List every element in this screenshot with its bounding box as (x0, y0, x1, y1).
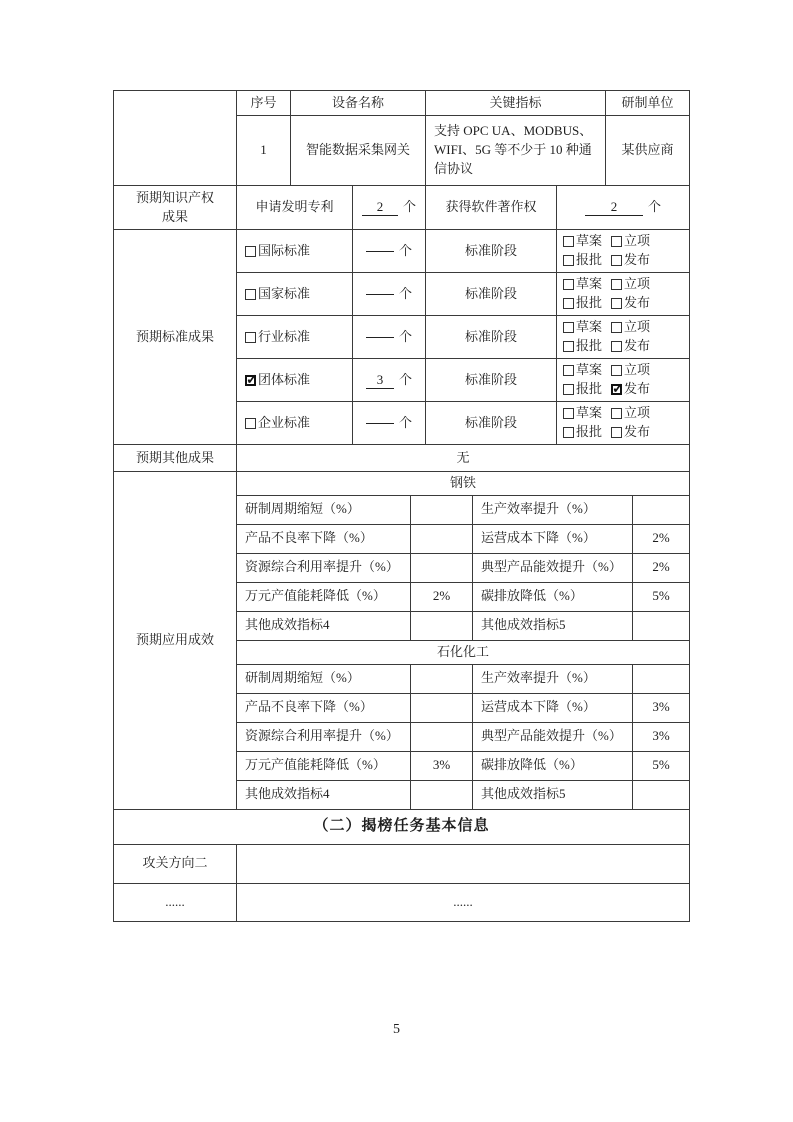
col-header-device-name: 设备名称 (291, 91, 426, 116)
standard-checkbox[interactable] (245, 332, 256, 343)
stage-options-cell (557, 273, 689, 316)
software-count-cell (557, 186, 689, 230)
stage-submission-label: 报批 (576, 424, 603, 439)
patent-unit: 个 (402, 199, 416, 215)
effect-metric: 运营成本下降（%） (473, 694, 633, 723)
standard-row-national (237, 273, 689, 316)
equipment-seq: 1 (237, 116, 291, 186)
standards-label: 预期标准成果 (114, 230, 237, 445)
effect-value: 2% (633, 525, 689, 554)
effect-value: 3% (411, 752, 473, 781)
effect-row (237, 554, 689, 583)
effect-row (237, 612, 689, 641)
effect-metric: 其他成效指标4 (237, 612, 411, 641)
effect-metric: 碳排放降低（%） (473, 752, 633, 781)
ellipsis-value: ...... (453, 893, 473, 909)
software-count-blank[interactable]: 2 (585, 199, 643, 216)
stage-submission-checkbox[interactable] (563, 427, 574, 438)
effect-metric: 资源综合利用率提升（%） (237, 554, 411, 583)
standard-row-enterprise (237, 402, 689, 445)
effect-row (237, 781, 689, 810)
standard-name: 国家标准 (258, 285, 311, 301)
stage-approval-checkbox[interactable] (611, 279, 622, 290)
effect-metric: 其他成效指标5 (473, 612, 633, 641)
count-unit: 个 (398, 371, 412, 387)
stage-approval-checkbox[interactable] (611, 322, 622, 333)
standard-row-international (237, 230, 689, 273)
effect-metric: 产品不良率下降（%） (237, 694, 411, 723)
stage-approval-label: 立项 (624, 233, 651, 249)
effects-section (114, 472, 689, 810)
direction-row (114, 845, 689, 884)
equipment-developer: 某供应商 (606, 116, 689, 186)
effects-label: 预期应用成效 (114, 472, 237, 810)
effect-row (237, 496, 689, 525)
standard-name: 团体标准 (258, 371, 311, 387)
stage-publish-label: 发布 (624, 424, 651, 439)
stage-submission-label: 报批 (576, 252, 603, 267)
stage-approval-label: 立项 (624, 276, 651, 292)
standard-count-cell (353, 230, 426, 273)
effect-value: 3% (633, 694, 689, 723)
stage-publish-checkbox[interactable] (611, 384, 622, 395)
stage-publish-label: 发布 (624, 295, 651, 310)
standard-count-blank[interactable] (366, 337, 394, 338)
stage-draft-label: 草案 (576, 405, 603, 421)
stage-draft-label: 草案 (576, 362, 603, 378)
effect-row (237, 723, 689, 752)
stage-approval-checkbox[interactable] (611, 408, 622, 419)
stage-label: 标准阶段 (426, 359, 557, 402)
stage-approval-checkbox[interactable] (611, 236, 622, 247)
standard-name: 国际标准 (258, 242, 311, 258)
effect-value (411, 694, 473, 723)
col-header-developer: 研制单位 (606, 91, 689, 116)
direction-label: 攻关方向二 (114, 845, 237, 884)
patent-count-blank[interactable]: 2 (362, 199, 398, 216)
effect-metric: 万元产值能耗降低（%） (237, 583, 411, 612)
page-number: 5 (393, 1022, 400, 1037)
standard-count-blank[interactable] (366, 423, 394, 424)
stage-approval-label: 立项 (624, 319, 651, 335)
effect-metric: 其他成效指标5 (473, 781, 633, 810)
stage-label: 标准阶段 (426, 230, 557, 273)
stage-draft-checkbox[interactable] (563, 365, 574, 376)
effect-metric: 产品不良率下降（%） (237, 525, 411, 554)
effect-metric: 生产效率提升（%） (473, 665, 633, 694)
ip-outcomes-label: 预期知识产权成果 (114, 186, 237, 230)
standard-row-group (237, 359, 689, 402)
direction-value (237, 845, 689, 884)
other-outcomes-value: 无 (237, 445, 689, 472)
effect-value: 2% (633, 554, 689, 583)
col-header-key-metric: 关键指标 (426, 91, 606, 116)
stage-options-cell (557, 230, 689, 273)
standard-count-blank[interactable]: 3 (366, 372, 394, 389)
other-outcomes-label: 预期其他成果 (114, 445, 237, 472)
effect-value (411, 723, 473, 752)
standard-count-cell (353, 402, 426, 445)
ellipsis-row (114, 884, 689, 921)
equipment-name: 智能数据采集网关 (291, 116, 426, 186)
effect-value (411, 612, 473, 641)
count-unit: 个 (398, 414, 412, 430)
count-unit: 个 (398, 242, 412, 258)
patent-count-cell (353, 186, 426, 230)
count-unit: 个 (398, 328, 412, 344)
stage-approval-checkbox[interactable] (611, 365, 622, 376)
stage-publish-label: 发布 (624, 381, 651, 396)
effect-metric: 万元产值能耗降低（%） (237, 752, 411, 781)
stage-label: 标准阶段 (426, 316, 557, 359)
ip-outcomes-row (114, 186, 689, 230)
col-header-seq: 序号 (237, 91, 291, 116)
other-outcomes-row (114, 445, 689, 472)
standard-name: 企业标准 (258, 414, 311, 430)
effect-value (633, 781, 689, 810)
stage-draft-label: 草案 (576, 319, 603, 335)
stage-submission-checkbox[interactable] (563, 298, 574, 309)
empty-row-label-cell (114, 91, 237, 186)
effect-row (237, 583, 689, 612)
stage-publish-label: 发布 (624, 252, 651, 267)
standard-count-cell (353, 316, 426, 359)
effect-row (237, 694, 689, 723)
effect-value: 5% (633, 752, 689, 781)
stage-draft-checkbox[interactable] (563, 236, 574, 247)
standard-name-cell (237, 230, 353, 273)
sector-header-steel (237, 472, 689, 496)
effect-metric: 其他成效指标4 (237, 781, 411, 810)
stage-submission-checkbox[interactable] (563, 341, 574, 352)
standard-checkbox[interactable] (245, 246, 256, 257)
effect-metric: 资源综合利用率提升（%） (237, 723, 411, 752)
ellipsis-label: ...... (114, 884, 237, 921)
effect-value (411, 525, 473, 554)
effect-metric: 典型产品能效提升（%） (473, 554, 633, 583)
stage-publish-checkbox[interactable] (611, 298, 622, 309)
effect-value: 2% (411, 583, 473, 612)
standard-count-blank[interactable] (366, 251, 394, 252)
standard-checkbox[interactable] (245, 289, 256, 300)
effect-value: 3% (633, 723, 689, 752)
equipment-section (114, 91, 689, 186)
standard-name-cell (237, 359, 353, 402)
stage-publish-checkbox[interactable] (611, 341, 622, 352)
effect-value (411, 496, 473, 525)
stage-draft-checkbox[interactable] (563, 279, 574, 290)
stage-approval-label: 立项 (624, 362, 651, 378)
stage-draft-checkbox[interactable] (563, 408, 574, 419)
effect-row (237, 525, 689, 554)
stage-draft-label: 草案 (576, 233, 603, 249)
patent-label: 申请发明专利 (237, 186, 353, 230)
standard-checkbox[interactable] (245, 418, 256, 429)
effect-metric: 研制周期缩短（%） (237, 496, 411, 525)
stage-publish-label: 发布 (624, 338, 651, 353)
stage-publish-checkbox[interactable] (611, 427, 622, 438)
stage-draft-checkbox[interactable] (563, 322, 574, 333)
outcomes-table (113, 90, 690, 922)
effect-value (633, 665, 689, 694)
count-unit: 个 (398, 285, 412, 301)
effect-value (411, 781, 473, 810)
standard-count-cell (353, 273, 426, 316)
stage-submission-checkbox[interactable] (563, 384, 574, 395)
standard-name-cell (237, 316, 353, 359)
effect-metric: 研制周期缩短（%） (237, 665, 411, 694)
sector-name: 钢铁 (237, 472, 689, 496)
effect-row (237, 665, 689, 694)
stage-submission-checkbox[interactable] (563, 255, 574, 266)
sector-header-petrochemical (237, 641, 689, 665)
section-title-row (114, 810, 689, 845)
standard-count-blank[interactable] (366, 294, 394, 295)
standard-name: 行业标准 (258, 328, 311, 344)
effect-value (633, 496, 689, 525)
stage-publish-checkbox[interactable] (611, 255, 622, 266)
stage-submission-label: 报批 (576, 295, 603, 310)
stage-options-cell (557, 316, 689, 359)
effect-value (411, 554, 473, 583)
software-unit: 个 (647, 199, 661, 215)
effect-metric: 运营成本下降（%） (473, 525, 633, 554)
stage-draft-label: 草案 (576, 276, 603, 292)
stage-approval-label: 立项 (624, 405, 651, 421)
standard-checkbox[interactable] (245, 375, 256, 386)
stage-options-cell (557, 359, 689, 402)
standard-name-cell (237, 273, 353, 316)
standards-section (114, 230, 689, 445)
effect-value (411, 665, 473, 694)
equipment-metric: 支持 OPC UA、MODBUS、WIFI、5G 等不少于 10 种通信协议 (426, 116, 606, 186)
stage-options-cell (557, 402, 689, 445)
equipment-header-row (237, 91, 689, 116)
standard-row-industry (237, 316, 689, 359)
effect-metric: 碳排放降低（%） (473, 583, 633, 612)
equipment-data-row (237, 116, 689, 186)
effect-metric: 生产效率提升（%） (473, 496, 633, 525)
standard-count-cell (353, 359, 426, 402)
stage-submission-label: 报批 (576, 381, 603, 396)
stage-label: 标准阶段 (426, 402, 557, 445)
effect-value (633, 612, 689, 641)
effect-value: 5% (633, 583, 689, 612)
section-title: （二）揭榜任务基本信息 (114, 810, 689, 845)
effect-metric: 典型产品能效提升（%） (473, 723, 633, 752)
effect-row (237, 752, 689, 781)
standard-name-cell (237, 402, 353, 445)
stage-submission-label: 报批 (576, 338, 603, 353)
software-copyright-label: 获得软件著作权 (426, 186, 557, 230)
stage-label: 标准阶段 (426, 273, 557, 316)
sector-name: 石化化工 (237, 641, 689, 665)
